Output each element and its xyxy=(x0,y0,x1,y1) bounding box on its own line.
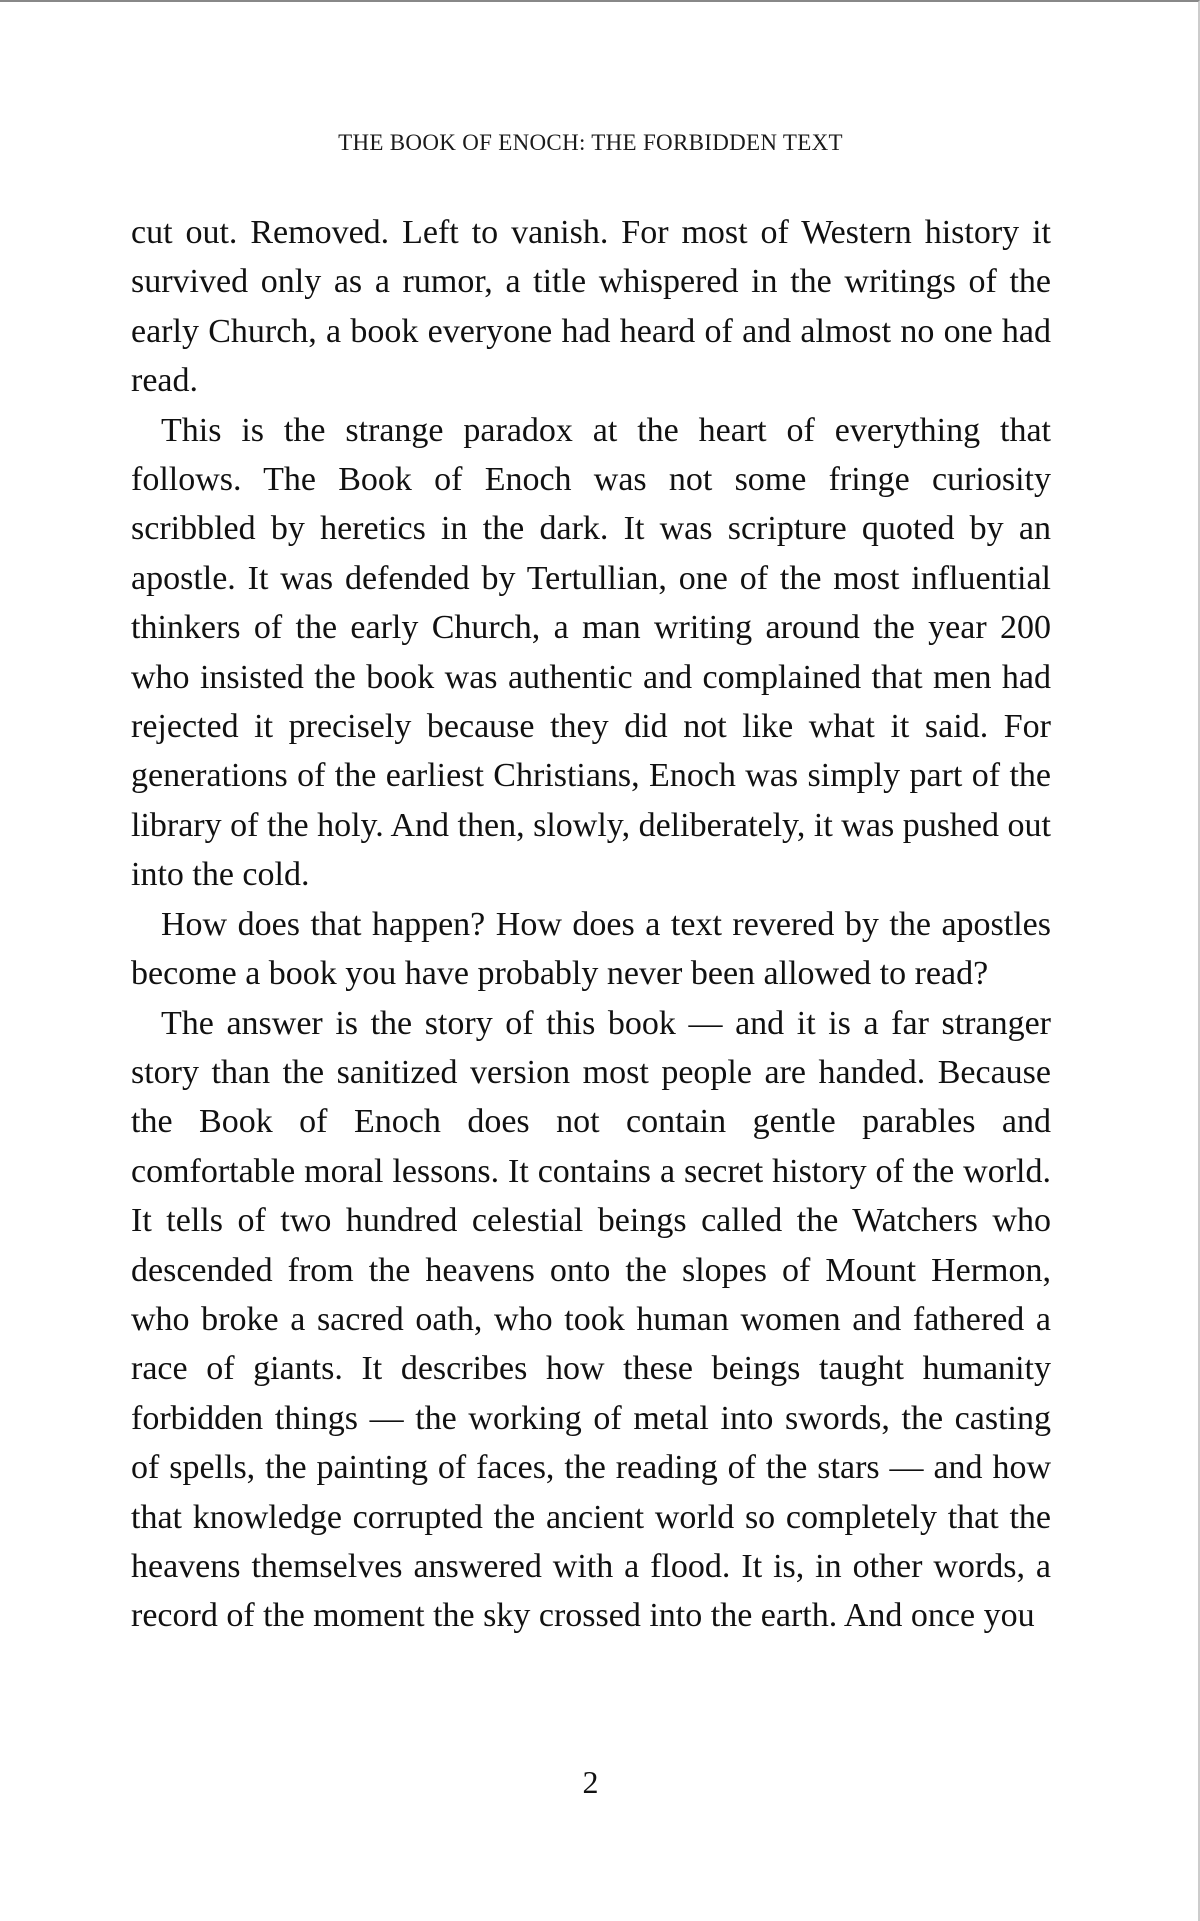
page-number: 2 xyxy=(582,1764,599,1800)
paragraph: How does that happen? How does a text revered by the apostles become a book you have probably never been allowed to read? xyxy=(131,905,1051,993)
paragraph: The answer is the story of this book — and it is a far stranger story than the sanitized version most people are handed. Because the Book of Enoch does not contain gentle parables and comfortable moral lessons. It contains a secret history of the world. It tells of two hundred celestial beings called the Watchers who descended from the heavens onto the slopes of Mount Hermon, who broke a sacred oath, who took human women and fathered a race of giants. It describes how these beings taught humanity forbidden things — the working of metal into swords, the casting of spells, the painting of faces, the reading of the stars — and how that knowledge corrupted the ancient world so completely that the heavens themselves answered with a flood. It is, in other words, a record of the moment the sky crossed into the earth. And once you xyxy=(131,1004,1051,1635)
body-text xyxy=(131,208,1051,1641)
paragraph-continued: cut out. Removed. Left to vanish. For most of Western history it survived only as a rumor, a title whispered in the writings of the early Church, a book everyone had heard of and almost no one had read. xyxy=(131,214,1051,400)
paragraph: This is the strange paradox at the heart of everything that follows. The Book of Enoch was not some fringe curiosity scribbled by heretics in the dark. It was scripture quoted by an apostle. It was defended by Tertullian, one of the most influential thinkers of the early Church, a man writing around the year 200 who insisted the book was authentic and complained that men had rejected it precisely because they did not like what it said. For generations of the earliest Christians, Enoch was simply part of the library of the holy. And then, slowly, deliberately, it was pushed out into the cold. xyxy=(131,411,1051,894)
running-header: THE BOOK OF ENOCH: THE FORBIDDEN TEXT xyxy=(338,130,843,155)
